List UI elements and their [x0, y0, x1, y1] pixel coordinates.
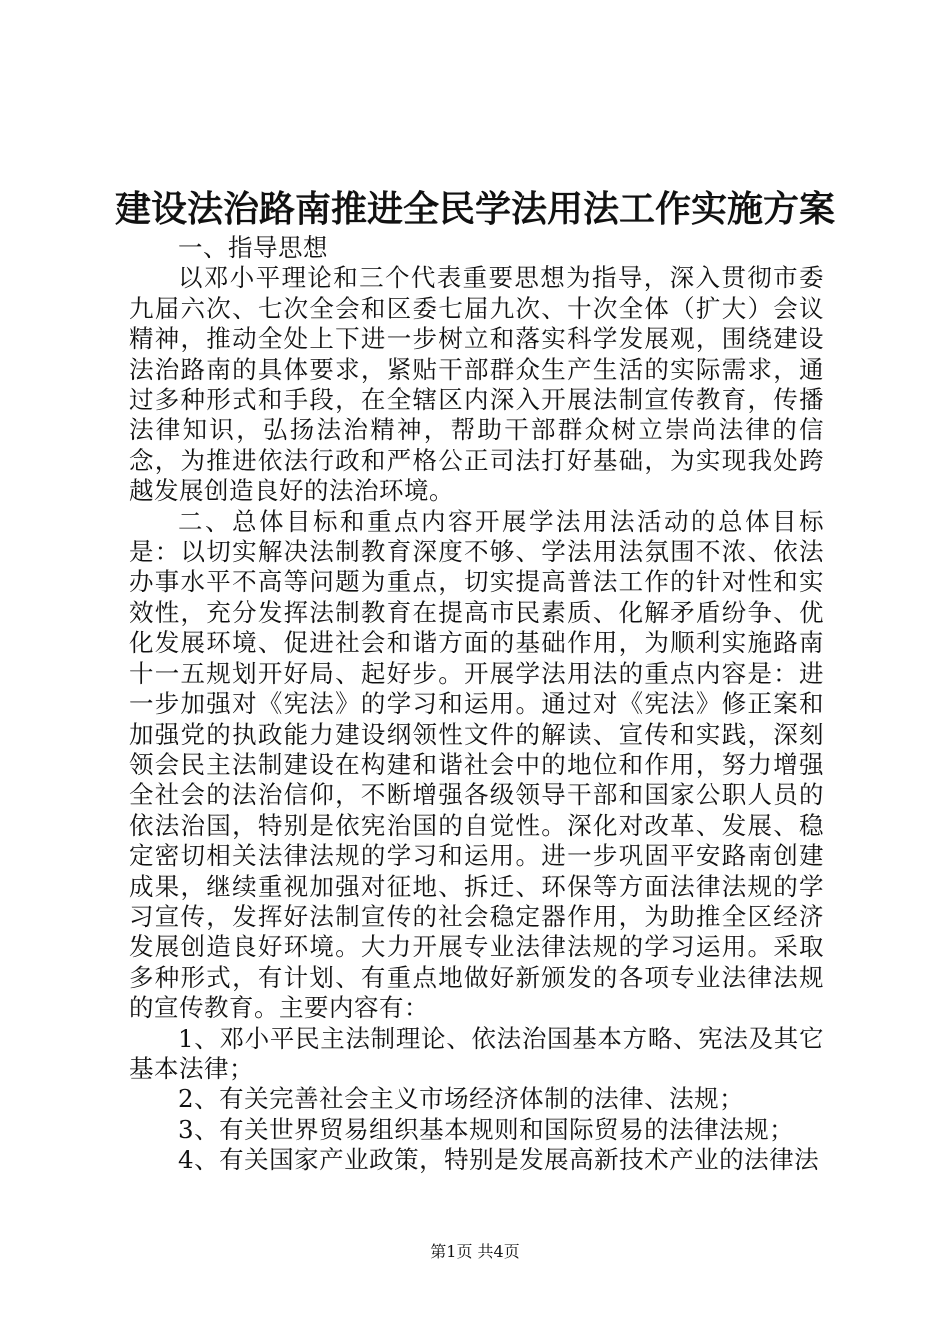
section-heading-overall-goals: 二、总体目标和重点内容开展学法用法活动的总体目标是：以切实解决法制教育深度不够、学法用法氛围不浓、依法办事水平不高等问题为重点，切实提高普法工作的针对性和实效性，充分发挥法制教育在提高市民素质、化解矛盾纷争、优化发展环境、促进社会和谐方面的基础作用，为顺利实施路南十一五规划开好局、起好步。开展学法用法的重点内容是：进一步加强对《宪法》的学习和运用。通过对《宪法》修正案和加强党的执政能力建设纲领性文件的解读、宣传和实践，深刻领会民主法制建设在构建和谐社会中的地位和作用，努力增强全社会的法治信仰，不断增强各级领导干部和国家公职人员的依法治国，特别是依宪治国的自觉性。深化对改革、发展、稳定密切相关法律法规的学习和运用。进一步巩固平安路南创建成果，继续重视加强对征地、拆迁、环保等方面法律法规的学习宣传，发挥好法制宣传的社会稳定器作用，为助推全区经济发展创造良好环境。大力开展专业法律法规的学习运用。采取多种形式，有计划、有重点地做好新颁发的各项专业法律法规的宣传教育。主要内容有：	[129, 506, 824, 1023]
list-item: 2、有关完善社会主义市场经济体制的法律、法规；	[178, 1084, 745, 1114]
document-body	[129, 233, 824, 1176]
list-item: 4、有关国家产业政策，特别是发展高新技术产业的法律法	[178, 1145, 820, 1175]
page-indicator: 第1页 共4页	[430, 1242, 520, 1261]
list-item: 1、邓小平民主法制理论、依法治国基本方略、宪法及其它基本法律；	[129, 1023, 824, 1083]
document-title: 建设法治路南推进全民学法用法工作实施方案	[114, 188, 835, 230]
list-item: 3、有关世界贸易组织基本规则和国际贸易的法律法规；	[178, 1114, 795, 1144]
section-heading-guiding-ideology: 一、指导思想	[178, 233, 328, 262]
body-paragraph: 以邓小平理论和三个代表重要思想为指导，深入贯彻市委九届六次、七次全会和区委七届九次、十次全体（扩大）会议精神，推动全处上下进一步树立和落实科学发展观，围绕建设法治路南的具体要求，紧贴干部群众生产生活的实际需求，通过多种形式和手段，在全辖区内深入开展法制宣传教育，传播法律知识，弘扬法治精神，帮助干部群众树立崇尚法律的信念，为推进依法行政和严格公正司法打好基础，为实现我处跨越发展创造良好的法治环境。	[129, 263, 824, 506]
